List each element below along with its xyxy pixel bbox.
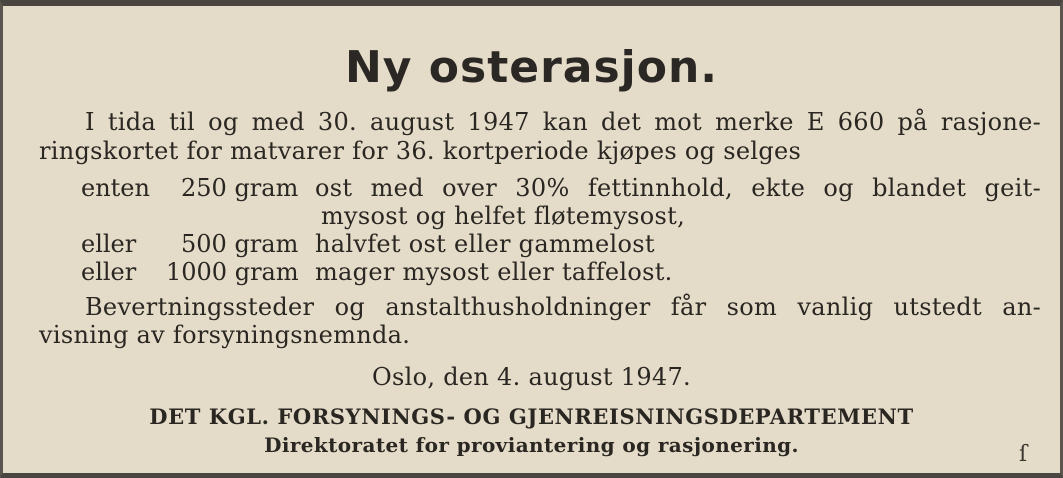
option-amount: 1000 gram <box>166 258 299 286</box>
option-amount: 250 gram <box>181 174 299 202</box>
paragraph2-line1: Bevertningssteder og anstalthusholdninger får som vanlig utstedt an- <box>85 293 1041 321</box>
option-amount: 500 gram <box>181 230 299 258</box>
dateline: Oslo, den 4. august 1947. <box>372 363 691 391</box>
option-text: mager mysost eller taffelost. <box>315 258 673 286</box>
department-name: DET KGL. FORSYNINGS- OG GJENREISNINGSDEPARTEMENT <box>149 404 914 429</box>
paragraph1-line1: I tida til og med 30. august 1947 kan det mot merke E 660 på rasjone- <box>85 108 1041 136</box>
option-text: halvfet ost eller gammelost <box>315 230 655 258</box>
paragraph1-line2: ringskortet for matvarer for 36. kortperiode kjøpes og selges <box>39 137 802 165</box>
option-text-continued: mysost og helfet fløtemysost, <box>321 202 686 230</box>
directorate-name: Direktoratet for proviantering og rasjonering. <box>264 433 799 457</box>
print-speck: ſ <box>1019 442 1028 467</box>
option-label: eller <box>81 258 137 286</box>
notice-title: Ny osterasjon. <box>344 42 719 93</box>
paragraph2-line2: visning av forsyningsnemnda. <box>39 321 411 349</box>
option-label: enten <box>81 174 150 202</box>
option-label: eller <box>81 230 137 258</box>
option-text: ost med over 30% fettinnhold, ekte og blandet geit- <box>315 174 1041 202</box>
